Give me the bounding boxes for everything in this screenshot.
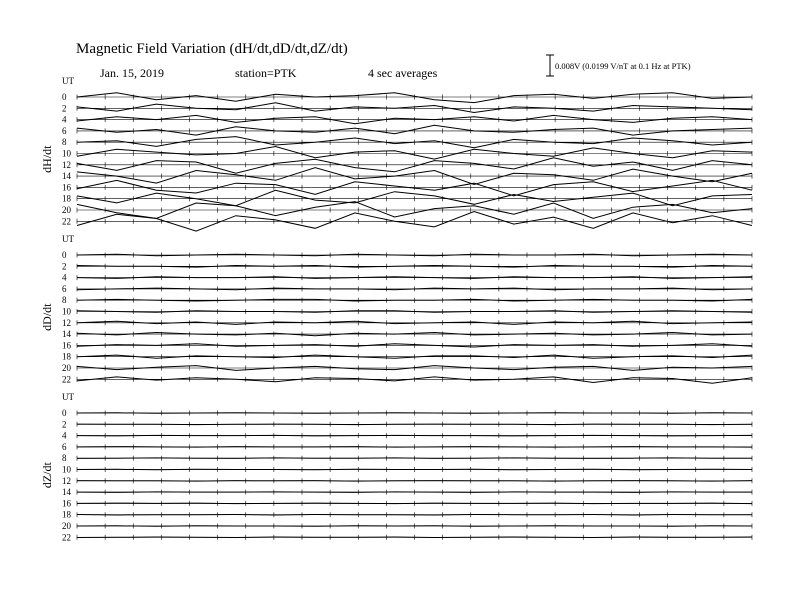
row-label: 2: [62, 261, 67, 272]
row-label: 8: [62, 295, 67, 306]
scale-note: 0.008V (0.0199 V/nT at 0.1 Hz at PTK): [555, 61, 691, 71]
row-label: 12: [62, 159, 71, 170]
row-label: 20: [62, 521, 71, 531]
row-label: 12: [62, 317, 71, 328]
row-label: 10: [62, 148, 71, 159]
row-label: 10: [62, 306, 71, 317]
row-label: 14: [62, 487, 71, 498]
row-label: 18: [62, 509, 71, 520]
row-label: 16: [62, 340, 71, 351]
row-label: 0: [62, 408, 67, 418]
row-label: 18: [62, 193, 71, 204]
panel-dZ-dt: [40, 392, 752, 542]
row-label: 22: [62, 374, 71, 385]
trace-line: [77, 435, 752, 436]
panels: [40, 76, 752, 542]
row-label: 20: [62, 205, 71, 215]
panel-ylabel: dZ/dt: [40, 462, 54, 489]
figure-title: Magnetic Field Variation (dH/dt,dD/dt,dZ/dt): [76, 41, 348, 57]
trace-line: [77, 526, 752, 527]
ut-axis-label: UT: [62, 234, 74, 244]
row-label: 4: [62, 272, 67, 283]
trace-line: [77, 492, 752, 493]
row-label: 18: [62, 351, 71, 362]
trace-line: [77, 481, 752, 482]
averaging-label: 4 sec averages: [368, 66, 438, 80]
row-label: 4: [62, 430, 67, 441]
row-label: 2: [62, 103, 67, 114]
trace-line: [77, 458, 752, 459]
row-label: 20: [62, 363, 71, 373]
row-label: 6: [62, 125, 67, 136]
row-label: 0: [62, 250, 67, 260]
row-label: 4: [62, 114, 67, 125]
panel-dD-dt: [40, 234, 752, 384]
ut-axis-label: UT: [62, 76, 74, 86]
trace-line: [77, 469, 752, 470]
row-label: 16: [62, 498, 71, 509]
panel-dH-dt: [40, 76, 752, 231]
station-label: station=PTK: [235, 66, 297, 80]
row-label: 22: [62, 216, 71, 227]
panel-ylabel: dH/dt: [40, 145, 54, 173]
panel-ylabel: dD/dt: [40, 303, 54, 331]
row-label: 12: [62, 475, 71, 486]
row-label: 14: [62, 171, 71, 182]
trace-line: [77, 413, 752, 414]
row-label: 14: [62, 329, 71, 340]
row-label: 6: [62, 441, 67, 452]
trace-line: [77, 515, 752, 516]
row-label: 6: [62, 283, 67, 294]
date-label: Jan. 15, 2019: [100, 66, 164, 80]
trace-line: [77, 424, 752, 425]
row-label: 16: [62, 182, 71, 193]
trace-line: [77, 537, 752, 538]
row-label: 0: [62, 92, 67, 102]
row-label: 8: [62, 453, 67, 464]
ut-axis-label: UT: [62, 392, 74, 402]
row-label: 8: [62, 137, 67, 148]
row-label: 10: [62, 464, 71, 475]
trace-line: [77, 503, 752, 504]
trace-line: [77, 447, 752, 448]
row-label: 22: [62, 532, 71, 543]
row-label: 2: [62, 419, 67, 430]
scale-bar: [546, 55, 554, 76]
